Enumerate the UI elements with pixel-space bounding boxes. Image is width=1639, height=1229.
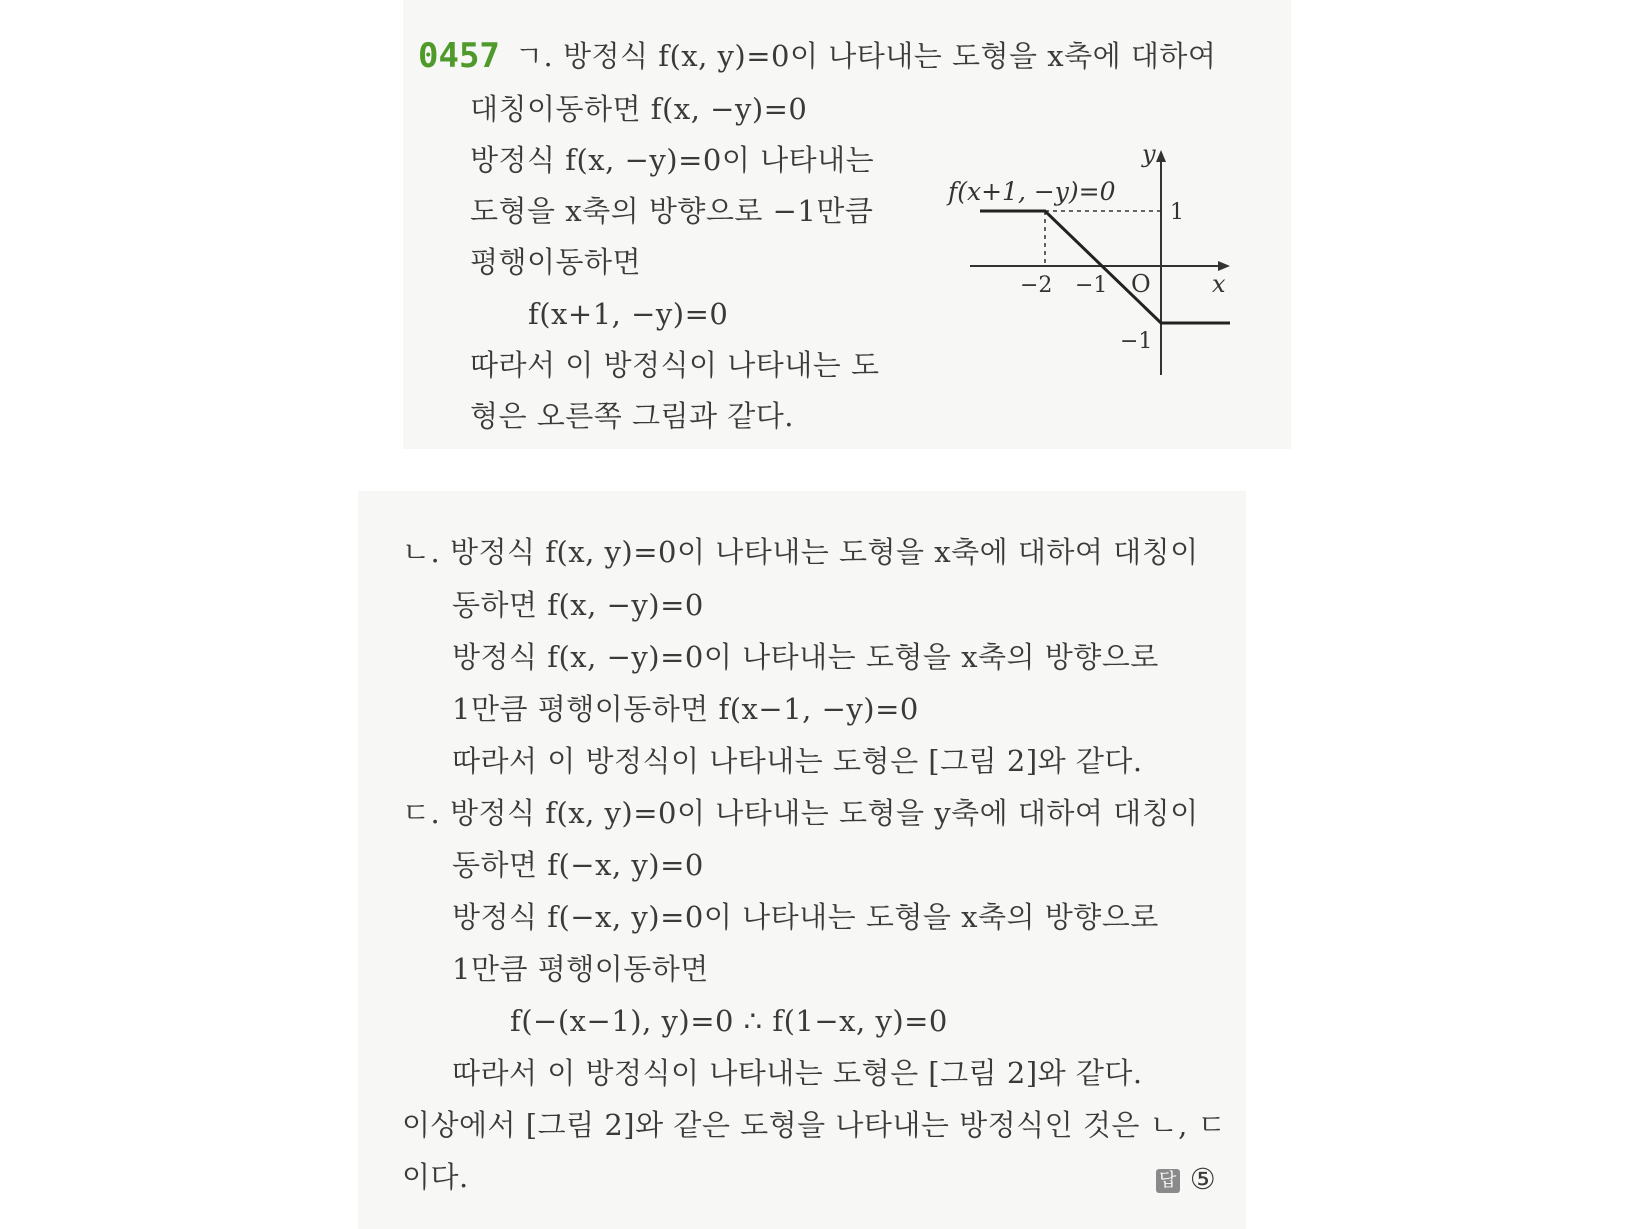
text-line: 1만큼 평행이동하면 f(x−1, −y)=0 bbox=[452, 692, 919, 726]
text-line: 방정식 f(x, −y)=0이 나타내는 bbox=[470, 143, 875, 177]
equation-line: f(x+1, −y)=0 bbox=[528, 297, 729, 331]
equation-line: f(−(x−1), y)=0 ∴ f(1−x, y)=0 bbox=[510, 1004, 948, 1038]
text-line: 동하면 f(x, −y)=0 bbox=[452, 588, 704, 622]
answer bbox=[1156, 1162, 1216, 1196]
text-line: 형은 오른쪽 그림과 같다. bbox=[470, 399, 795, 433]
text-line: 이다. bbox=[402, 1160, 469, 1194]
text-line: ㄱ. 방정식 f(x, y)=0이 나타내는 도형을 x축에 대하여 bbox=[515, 39, 1217, 73]
problem-number: 0457 bbox=[418, 36, 500, 76]
text-line: 따라서 이 방정식이 나타내는 도 bbox=[470, 348, 880, 382]
text-line: 따라서 이 방정식이 나타내는 도형은 [그림 2]와 같다. bbox=[452, 1056, 1143, 1090]
y-axis-label: y bbox=[1142, 140, 1156, 168]
text-line: ㄷ. 방정식 f(x, y)=0이 나타내는 도형을 y축에 대하여 대칭이 bbox=[402, 796, 1199, 830]
text-line: ㄴ. 방정식 f(x, y)=0이 나타내는 도형을 x축에 대하여 대칭이 bbox=[402, 535, 1199, 569]
origin-label: O bbox=[1131, 270, 1151, 298]
equation-label: f(x+1, −y)=0 bbox=[948, 177, 1116, 206]
text-line: 도형을 x축의 방향으로 −1만큼 bbox=[470, 194, 874, 228]
graph-figure bbox=[940, 140, 1240, 390]
text-line: 평행이동하면 bbox=[470, 245, 642, 279]
text-line: 방정식 f(−x, y)=0이 나타내는 도형을 x축의 방향으로 bbox=[452, 900, 1159, 934]
text-line: 1만큼 평행이동하면 bbox=[452, 952, 709, 986]
tick-label-y-neg: −1 bbox=[1120, 329, 1153, 354]
answer-value: ⑤ bbox=[1189, 1162, 1217, 1196]
answer-label: 답 bbox=[1156, 1169, 1180, 1193]
text-line: 이상에서 [그림 2]와 같은 도형을 나타내는 방정식인 것은 ㄴ, ㄷ bbox=[402, 1108, 1227, 1142]
text-line: 방정식 f(x, −y)=0이 나타내는 도형을 x축의 방향으로 bbox=[452, 640, 1159, 674]
x-axis-label: x bbox=[1212, 270, 1226, 298]
y-axis-arrow bbox=[1156, 150, 1166, 162]
tick-label-x-m1: −1 bbox=[1075, 273, 1108, 298]
tick-label-x-m2: −2 bbox=[1020, 273, 1053, 298]
text-line: 대칭이동하면 f(x, −y)=0 bbox=[470, 92, 808, 126]
text-line: 동하면 f(−x, y)=0 bbox=[452, 848, 704, 882]
tick-label-y-pos: 1 bbox=[1170, 200, 1184, 225]
text-line: 따라서 이 방정식이 나타내는 도형은 [그림 2]와 같다. bbox=[452, 744, 1143, 778]
